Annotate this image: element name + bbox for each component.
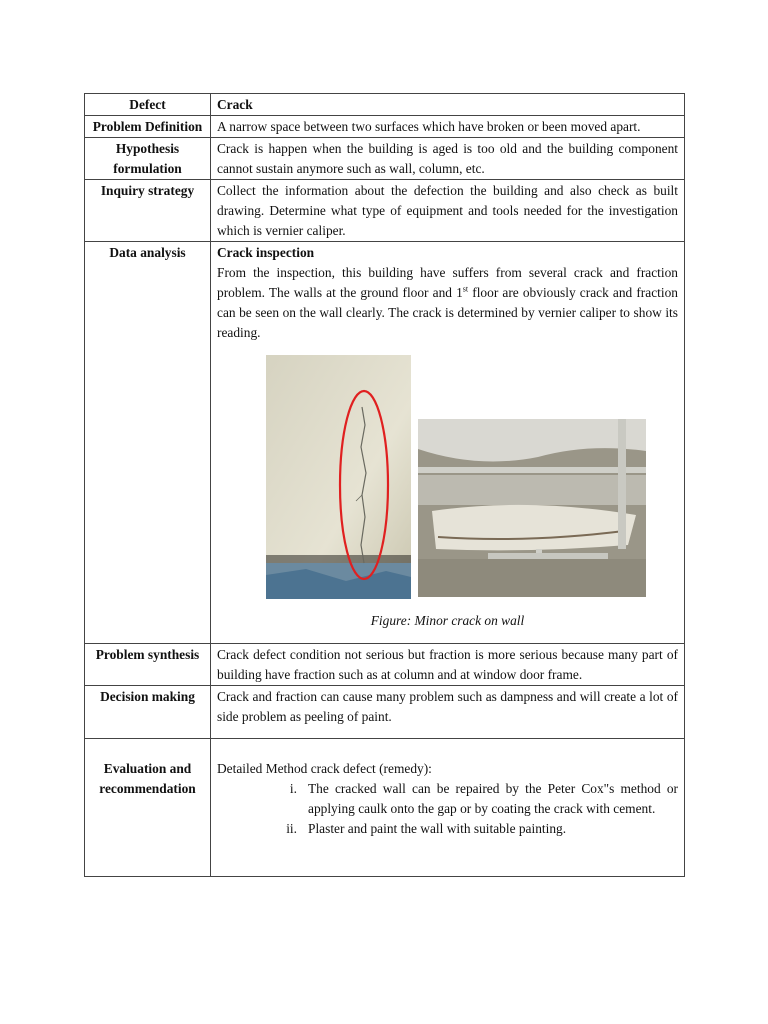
label-inquiry: Inquiry strategy: [85, 180, 211, 242]
value-decision-making: Crack and fraction can cause many problem such as dampness and will create a lot of side problem as peeling of paint.: [211, 686, 685, 739]
row-problem-synthesis: [85, 644, 685, 686]
label-decision-making: Decision making: [85, 686, 211, 739]
label-problem-definition: Problem Definition: [85, 116, 211, 138]
row-decision-making: [85, 686, 685, 739]
label-data-analysis: Data analysis: [85, 242, 211, 644]
label-problem-synthesis: Problem synthesis: [85, 644, 211, 686]
crack-inspection-heading: Crack inspection: [217, 245, 315, 260]
figure-caption: Figure: Minor crack on wall: [370, 613, 525, 628]
remedy-item: [217, 779, 678, 819]
evaluation-intro: Detailed Method crack defect (remedy):: [217, 761, 432, 776]
wall-crack-photo: [266, 355, 411, 599]
value-hypothesis: Crack is happen when the building is aged is too old and the building component cannot sustain anymore such as wall, column, etc.: [211, 138, 685, 180]
value-problem-definition: A narrow space between two surfaces which have broken or been moved apart.: [211, 116, 685, 138]
value-defect: Crack: [211, 94, 685, 116]
data-analysis-text: [217, 263, 678, 343]
value-data-analysis: [211, 242, 685, 644]
data-analysis-text-a: From the inspection, this building have suffers from several crack and fraction problem. The walls at the ground floor and 1: [217, 265, 678, 300]
remedy-list: [217, 779, 678, 839]
remedy-item-text: The cracked wall can be repaired by the Peter Cox"s method or applying caulk onto the gap or by coating the crack with cement.: [308, 781, 678, 816]
row-hypothesis: [85, 138, 685, 180]
photo-area: [217, 343, 678, 603]
data-analysis-text-b: floor are obviously crack and fraction can be seen on the wall clearly. The crack is determined by vernier caliper to show its reading.: [217, 285, 678, 340]
label-defect: Defect: [85, 94, 211, 116]
value-problem-synthesis: Crack defect condition not serious but fraction is more serious because many part of building have fraction such as at column and at window door frame.: [211, 644, 685, 686]
row-data-analysis: [85, 242, 685, 644]
remedy-item-number: i.: [289, 781, 297, 796]
window-frame-photo: [418, 419, 646, 597]
label-evaluation: Evaluation and recommendation: [85, 739, 211, 877]
defect-table: [84, 93, 685, 877]
remedy-item-number: ii.: [286, 821, 297, 836]
remedy-item: [217, 819, 678, 839]
row-inquiry: [85, 180, 685, 242]
data-analysis-sup: st: [462, 284, 469, 294]
row-evaluation: [85, 739, 685, 877]
row-defect: [85, 94, 685, 116]
value-inquiry: Collect the information about the defection the building and also check as built drawing. Determine what type of equipment and tools needed for the investigation which is vernier caliper.: [211, 180, 685, 242]
label-hypothesis: Hypothesis formulation: [85, 138, 211, 180]
remedy-item-text: Plaster and paint the wall with suitable painting.: [308, 821, 567, 836]
row-problem-definition: [85, 116, 685, 138]
value-evaluation: [211, 739, 685, 877]
